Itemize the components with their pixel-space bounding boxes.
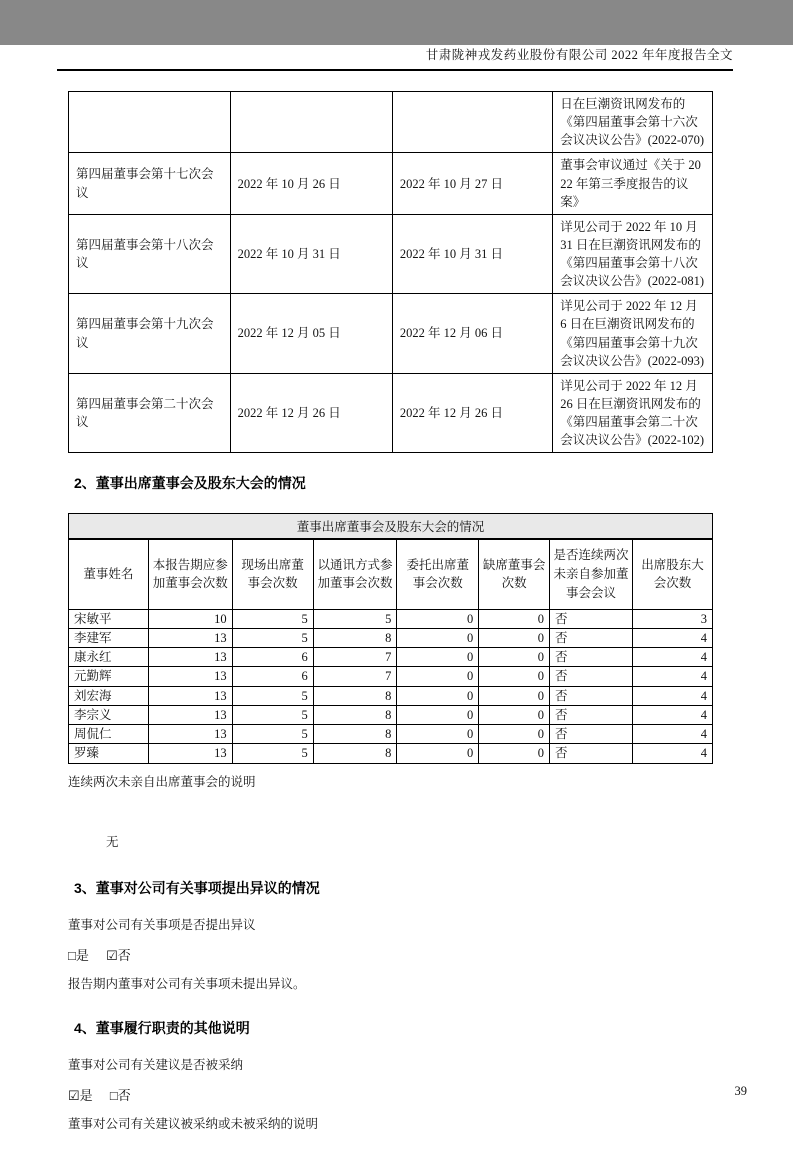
absence-cell: 0 bbox=[479, 725, 550, 744]
onsite-attendance-cell: 6 bbox=[232, 648, 313, 667]
director-name-cell: 罗臻 bbox=[69, 744, 149, 763]
required-attendance-cell: 13 bbox=[148, 648, 232, 667]
session-date-cell bbox=[392, 92, 552, 153]
two-consecutive-absence-cell: 否 bbox=[550, 609, 633, 628]
convening-date-cell: 2022 年 12 月 05 日 bbox=[230, 294, 392, 374]
absence-cell: 0 bbox=[479, 609, 550, 628]
section4-question: 董事对公司有关建议是否被采纳 bbox=[68, 1058, 244, 1072]
proxy-attendance-cell: 0 bbox=[397, 686, 479, 705]
board-meetings-table bbox=[68, 91, 713, 453]
section3-question: 董事对公司有关事项是否提出异议 bbox=[68, 918, 256, 932]
onsite-attendance-cell: 5 bbox=[232, 705, 313, 724]
page-header bbox=[57, 45, 733, 71]
shareholder-meeting-attendance-cell: 4 bbox=[633, 705, 713, 724]
resolution-cell: 董事会审议通过《关于 2022 年第三季度报告的议案》 bbox=[553, 153, 713, 214]
convening-date-cell: 2022 年 10 月 26 日 bbox=[230, 153, 392, 214]
section4-checkbox-line bbox=[68, 1086, 713, 1106]
convening-date-cell bbox=[230, 92, 392, 153]
absence-cell: 0 bbox=[479, 705, 550, 724]
attendance-column-header: 缺席董事会次数 bbox=[479, 539, 550, 609]
shareholder-meeting-attendance-cell: 4 bbox=[633, 744, 713, 763]
onsite-attendance-cell: 5 bbox=[232, 725, 313, 744]
meeting-row bbox=[69, 92, 713, 153]
required-attendance-cell: 13 bbox=[148, 705, 232, 724]
two-consecutive-absence-cell: 否 bbox=[550, 667, 633, 686]
attendance-row bbox=[69, 628, 713, 647]
attendance-row bbox=[69, 648, 713, 667]
telecom-attendance-cell: 8 bbox=[313, 744, 397, 763]
session-date-cell: 2022 年 12 月 26 日 bbox=[392, 373, 552, 453]
section3-statement: 报告期内董事对公司有关事项未提出异议。 bbox=[68, 977, 306, 992]
required-attendance-cell: 13 bbox=[148, 744, 232, 763]
attendance-column-header: 本报告期应参加董事会次数 bbox=[148, 539, 232, 609]
attendance-title-row bbox=[69, 514, 713, 540]
absence-cell: 0 bbox=[479, 686, 550, 705]
two-consecutive-absence-cell: 否 bbox=[550, 725, 633, 744]
attendance-table-title: 董事出席董事会及股东大会的情况 bbox=[69, 514, 713, 540]
session-date-cell: 2022 年 10 月 31 日 bbox=[392, 214, 552, 294]
shareholder-meeting-attendance-cell: 3 bbox=[633, 609, 713, 628]
proxy-attendance-cell: 0 bbox=[397, 628, 479, 647]
absence-cell: 0 bbox=[479, 628, 550, 647]
attendance-row bbox=[69, 705, 713, 724]
meeting-row bbox=[69, 373, 713, 453]
attendance-column-header: 委托出席董事会次数 bbox=[397, 539, 479, 609]
report-title: 甘肃陇神戎发药业股份有限公司 2022 年年度报告全文 bbox=[425, 48, 733, 62]
convening-date-cell: 2022 年 10 月 31 日 bbox=[230, 214, 392, 294]
meetings-table-body bbox=[69, 92, 713, 453]
section4-statement: 董事对公司有关建议被采纳或未被采纳的说明 bbox=[68, 1117, 319, 1132]
attendance-column-header: 出席股东大会次数 bbox=[633, 539, 713, 609]
telecom-attendance-cell: 8 bbox=[313, 686, 397, 705]
session-date-cell: 2022 年 10 月 27 日 bbox=[392, 153, 552, 214]
attendance-column-header: 以通讯方式参加董事会次数 bbox=[313, 539, 397, 609]
proxy-attendance-cell: 0 bbox=[397, 744, 479, 763]
page-content bbox=[68, 91, 713, 1134]
consecutive-absence-note-label: 连续两次未亲自出席董事会的说明 bbox=[68, 774, 256, 789]
resolution-cell: 详见公司于 2022 年 12 月 6 日在巨潮资讯网发布的《第四届董事会第十九次会议决议公告》(2022-093) bbox=[553, 294, 713, 374]
proxy-attendance-cell: 0 bbox=[397, 609, 479, 628]
proxy-attendance-cell: 0 bbox=[397, 667, 479, 686]
meeting-row bbox=[69, 153, 713, 214]
shareholder-meeting-attendance-cell: 4 bbox=[633, 686, 713, 705]
required-attendance-cell: 13 bbox=[148, 667, 232, 686]
meeting-row bbox=[69, 294, 713, 374]
director-name-cell: 李宗义 bbox=[69, 705, 149, 724]
meeting-name-cell: 第四届董事会第十九次会议 bbox=[69, 294, 231, 374]
meeting-row bbox=[69, 214, 713, 294]
required-attendance-cell: 13 bbox=[148, 628, 232, 647]
proxy-attendance-cell: 0 bbox=[397, 705, 479, 724]
onsite-attendance-cell: 5 bbox=[232, 744, 313, 763]
meeting-name-cell bbox=[69, 92, 231, 153]
attendance-row bbox=[69, 744, 713, 763]
proxy-attendance-cell: 0 bbox=[397, 725, 479, 744]
attendance-header-row bbox=[69, 539, 713, 609]
two-consecutive-absence-cell: 否 bbox=[550, 648, 633, 667]
onsite-attendance-cell: 5 bbox=[232, 609, 313, 628]
attendance-row bbox=[69, 686, 713, 705]
telecom-attendance-cell: 8 bbox=[313, 628, 397, 647]
onsite-attendance-cell: 5 bbox=[232, 628, 313, 647]
report-page bbox=[0, 45, 793, 1167]
section3-heading: 3、董事对公司有关事项提出异议的情况 bbox=[74, 880, 320, 896]
telecom-attendance-cell: 8 bbox=[313, 725, 397, 744]
resolution-cell: 详见公司于 2022 年 12 月 26 日在巨潮资讯网发布的《第四届董事会第二十次会议决议公告》(2022-102) bbox=[553, 373, 713, 453]
absence-cell: 0 bbox=[479, 667, 550, 686]
two-consecutive-absence-cell: 否 bbox=[550, 628, 633, 647]
absence-cell: 0 bbox=[479, 744, 550, 763]
shareholder-meeting-attendance-cell: 4 bbox=[633, 648, 713, 667]
resolution-cell: 日在巨潮资讯网发布的《第四届董事会第十六次会议决议公告》(2022-070) bbox=[553, 92, 713, 153]
telecom-attendance-cell: 5 bbox=[313, 609, 397, 628]
section2-heading: 2、董事出席董事会及股东大会的情况 bbox=[74, 475, 306, 492]
consecutive-absence-note-value: 无 bbox=[106, 835, 119, 850]
director-name-cell: 周侃仁 bbox=[69, 725, 149, 744]
onsite-attendance-cell: 6 bbox=[232, 667, 313, 686]
attendance-row bbox=[69, 609, 713, 628]
required-attendance-cell: 13 bbox=[148, 686, 232, 705]
page-number: 39 bbox=[734, 1084, 747, 1098]
resolution-cell: 详见公司于 2022 年 10 月 31 日在巨潮资讯网发布的《第四届董事会第十八次会议决议公告》(2022-081) bbox=[553, 214, 713, 294]
two-consecutive-absence-cell: 否 bbox=[550, 705, 633, 724]
section4-heading: 4、董事履行职责的其他说明 bbox=[74, 1020, 250, 1036]
section3-checkbox-line bbox=[68, 946, 713, 966]
meeting-name-cell: 第四届董事会第二十次会议 bbox=[69, 373, 231, 453]
two-consecutive-absence-cell: 否 bbox=[550, 744, 633, 763]
director-name-cell: 李建军 bbox=[69, 628, 149, 647]
shareholder-meeting-attendance-cell: 4 bbox=[633, 667, 713, 686]
two-consecutive-absence-cell: 否 bbox=[550, 686, 633, 705]
required-attendance-cell: 10 bbox=[148, 609, 232, 628]
checkbox-no-checked-icon: ☑否 bbox=[106, 947, 131, 963]
convening-date-cell: 2022 年 12 月 26 日 bbox=[230, 373, 392, 453]
required-attendance-cell: 13 bbox=[148, 725, 232, 744]
checkbox-no-unchecked-icon: □否 bbox=[109, 1087, 131, 1103]
director-name-cell: 康永红 bbox=[69, 648, 149, 667]
session-date-cell: 2022 年 12 月 06 日 bbox=[392, 294, 552, 374]
director-name-cell: 宋敏平 bbox=[69, 609, 149, 628]
attendance-column-header: 董事姓名 bbox=[69, 539, 149, 609]
proxy-attendance-cell: 0 bbox=[397, 648, 479, 667]
attendance-row bbox=[69, 667, 713, 686]
attendance-row bbox=[69, 725, 713, 744]
meeting-name-cell: 第四届董事会第十八次会议 bbox=[69, 214, 231, 294]
meeting-name-cell: 第四届董事会第十七次会议 bbox=[69, 153, 231, 214]
onsite-attendance-cell: 5 bbox=[232, 686, 313, 705]
telecom-attendance-cell: 7 bbox=[313, 667, 397, 686]
attendance-table bbox=[68, 513, 713, 763]
checkbox-yes-unchecked-icon: □是 bbox=[68, 947, 89, 963]
attendance-table-body bbox=[69, 609, 713, 763]
attendance-column-header: 是否连续两次未亲自参加董事会会议 bbox=[550, 539, 633, 609]
telecom-attendance-cell: 8 bbox=[313, 705, 397, 724]
attendance-column-header: 现场出席董事会次数 bbox=[232, 539, 313, 609]
director-name-cell: 刘宏海 bbox=[69, 686, 149, 705]
absence-cell: 0 bbox=[479, 648, 550, 667]
checkbox-yes-checked-icon: ☑是 bbox=[68, 1087, 93, 1103]
director-name-cell: 元勤辉 bbox=[69, 667, 149, 686]
shareholder-meeting-attendance-cell: 4 bbox=[633, 725, 713, 744]
telecom-attendance-cell: 7 bbox=[313, 648, 397, 667]
shareholder-meeting-attendance-cell: 4 bbox=[633, 628, 713, 647]
